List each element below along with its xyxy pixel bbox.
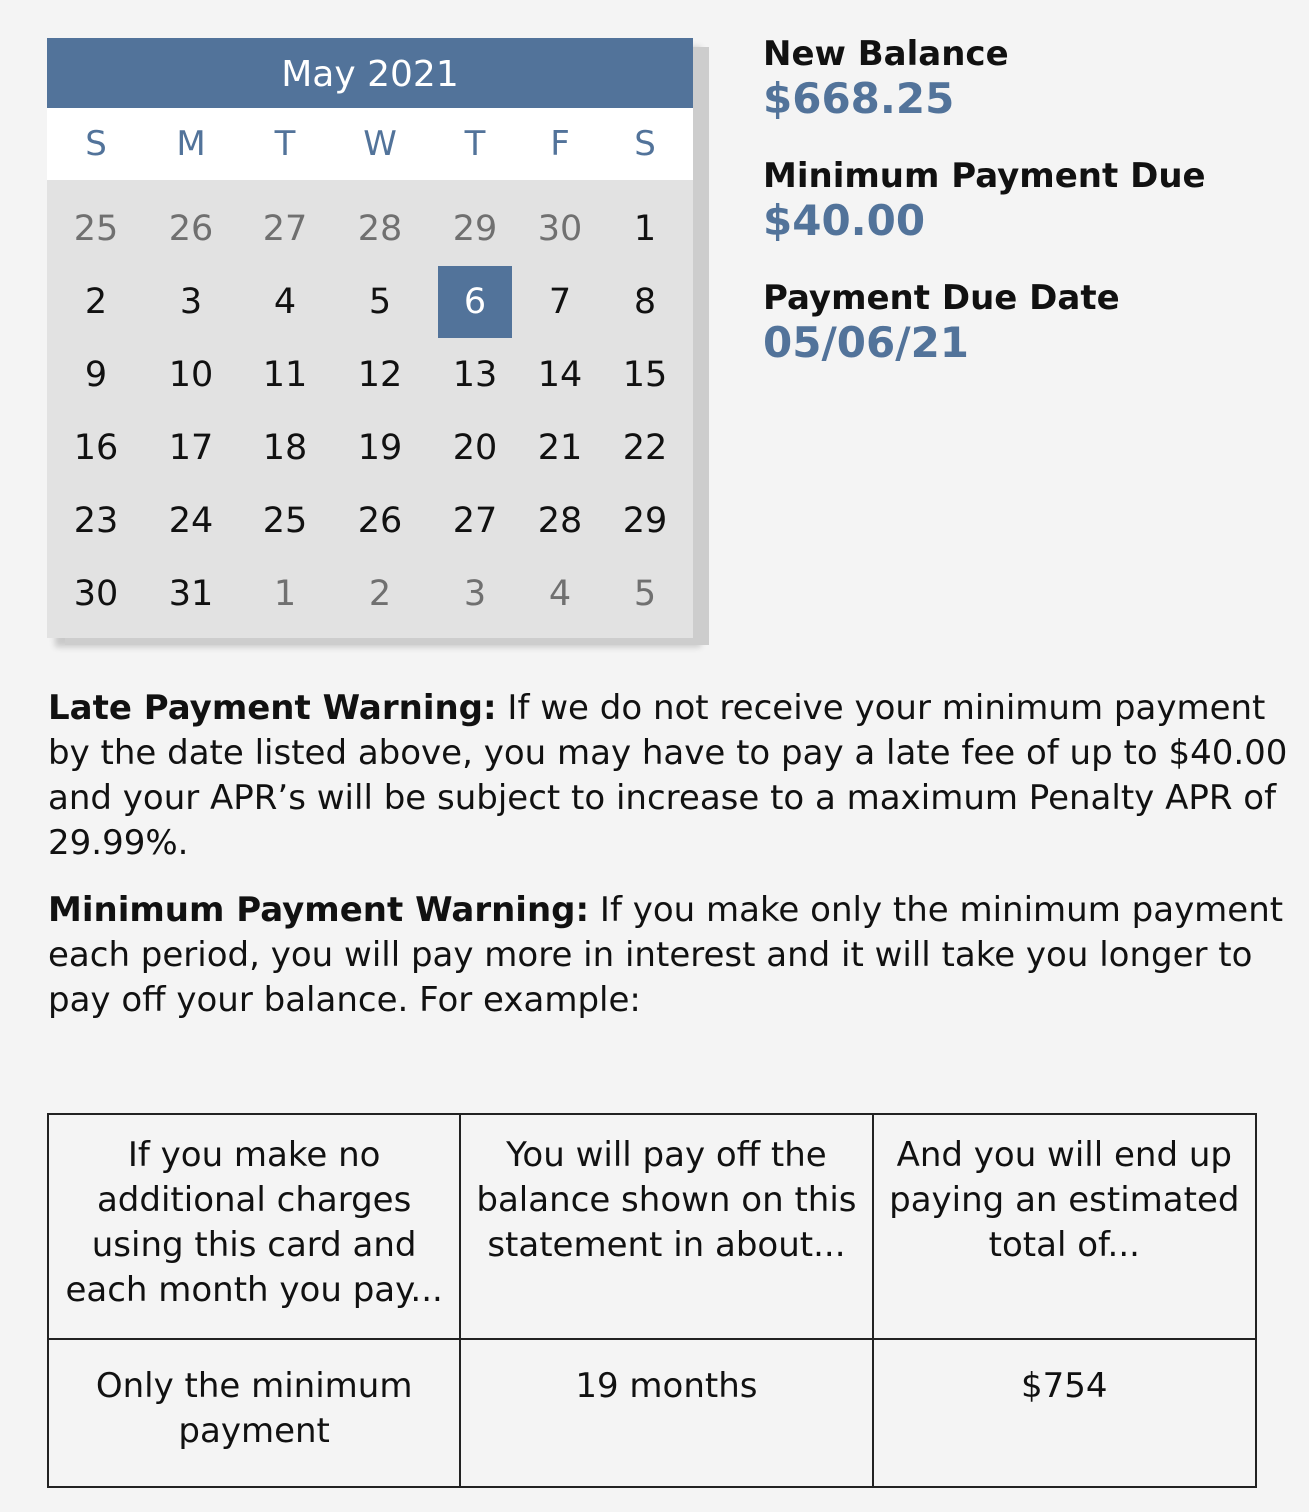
calendar-day[interactable]: 15 xyxy=(622,355,668,395)
calendar-day[interactable]: 22 xyxy=(622,428,668,468)
calendar-day[interactable]: 27 xyxy=(262,209,308,249)
calendar-day[interactable]: 4 xyxy=(548,574,572,614)
late-payment-warning-text: If we do not receive your minimum payment by the date listed above, you may have to pay a late fee of up to $40.00 and your APR’s will be subject to increase to a maximum Penalty APR of 29.99%. xyxy=(48,688,1288,863)
calendar-day[interactable]: 30 xyxy=(73,574,119,614)
calendar-day[interactable]: 16 xyxy=(73,428,119,468)
calendar-day[interactable]: 14 xyxy=(537,355,583,395)
calendar-day[interactable]: 26 xyxy=(168,209,214,249)
calendar-day[interactable]: 3 xyxy=(463,574,487,614)
calendar-day[interactable]: 1 xyxy=(633,209,657,249)
new-balance-value: $668.25 xyxy=(763,74,955,123)
weekday-label: T xyxy=(274,124,296,164)
calendar-day[interactable]: 7 xyxy=(548,282,572,322)
calendar-day[interactable]: 20 xyxy=(452,428,498,468)
calendar-day[interactable]: 11 xyxy=(262,355,308,395)
calendar-day[interactable]: 26 xyxy=(357,501,403,541)
calendar-day[interactable]: 4 xyxy=(273,282,297,322)
table-header-cell: If you make no additional charges using this card and each month you pay... xyxy=(48,1114,460,1339)
weekday-label: F xyxy=(550,124,570,164)
calendar-day[interactable]: 25 xyxy=(262,501,308,541)
table-header-cell: And you will end up paying an estimated total of... xyxy=(873,1114,1256,1339)
calendar-day[interactable]: 28 xyxy=(357,209,403,249)
table-cell: 19 months xyxy=(460,1339,872,1487)
minimum-payment-warning xyxy=(48,888,1293,1023)
calendar-day[interactable]: 17 xyxy=(168,428,214,468)
calendar-day[interactable]: 29 xyxy=(452,209,498,249)
table-header-row xyxy=(48,1114,1256,1339)
minimum-payment-warning-text: If you make only the minimum payment each period, you will pay more in interest and it will take you longer to pay off your balance. For example: xyxy=(48,890,1284,1020)
minimum-payment-value: $40.00 xyxy=(763,196,926,245)
calendar-day[interactable]: 31 xyxy=(168,574,214,614)
due-date-label: Payment Due Date xyxy=(763,278,1120,318)
calendar xyxy=(47,38,693,638)
calendar-day[interactable]: 28 xyxy=(537,501,583,541)
calendar-day[interactable]: 8 xyxy=(633,282,657,322)
calendar-day[interactable]: 13 xyxy=(452,355,498,395)
weekday-label: S xyxy=(634,124,656,164)
calendar-month-title: May 2021 xyxy=(47,38,693,108)
table-cell: $754 xyxy=(873,1339,1256,1487)
calendar-day[interactable]: 25 xyxy=(73,209,119,249)
calendar-day[interactable]: 21 xyxy=(537,428,583,468)
new-balance-label: New Balance xyxy=(763,34,1009,74)
calendar-day[interactable]: 3 xyxy=(179,282,203,322)
calendar-day-grid xyxy=(47,180,693,638)
calendar-weekday-row xyxy=(47,108,693,180)
due-date-value: 05/06/21 xyxy=(763,318,970,367)
weekday-label: M xyxy=(176,124,206,164)
calendar-day[interactable]: 5 xyxy=(368,282,392,322)
calendar-day[interactable]: 30 xyxy=(537,209,583,249)
calendar-day[interactable]: 23 xyxy=(73,501,119,541)
table-row xyxy=(48,1339,1256,1487)
calendar-day[interactable]: 18 xyxy=(262,428,308,468)
calendar-day[interactable]: 29 xyxy=(622,501,668,541)
late-payment-warning-title: Late Payment Warning: xyxy=(48,688,497,728)
calendar-day[interactable]: 2 xyxy=(368,574,392,614)
calendar-day[interactable]: 10 xyxy=(168,355,214,395)
payment-example-table xyxy=(47,1113,1257,1488)
statement-summary xyxy=(763,34,1283,400)
late-payment-warning xyxy=(48,686,1293,866)
calendar-day[interactable]: 27 xyxy=(452,501,498,541)
calendar-day-selected[interactable]: 6 xyxy=(438,266,512,338)
table-cell: Only the minimum payment xyxy=(48,1339,460,1487)
calendar-day[interactable]: 2 xyxy=(84,282,108,322)
weekday-label: S xyxy=(85,124,107,164)
minimum-payment-label: Minimum Payment Due xyxy=(763,156,1206,196)
calendar-day[interactable]: 19 xyxy=(357,428,403,468)
weekday-label: W xyxy=(363,124,397,164)
weekday-label: T xyxy=(464,124,486,164)
calendar-day[interactable]: 24 xyxy=(168,501,214,541)
calendar-day[interactable]: 9 xyxy=(84,355,108,395)
calendar-day[interactable]: 1 xyxy=(273,574,297,614)
calendar-day[interactable]: 12 xyxy=(357,355,403,395)
table-header-cell: You will pay off the balance shown on this statement in about... xyxy=(460,1114,872,1339)
minimum-payment-warning-title: Minimum Payment Warning: xyxy=(48,890,590,930)
calendar-day[interactable]: 5 xyxy=(633,574,657,614)
